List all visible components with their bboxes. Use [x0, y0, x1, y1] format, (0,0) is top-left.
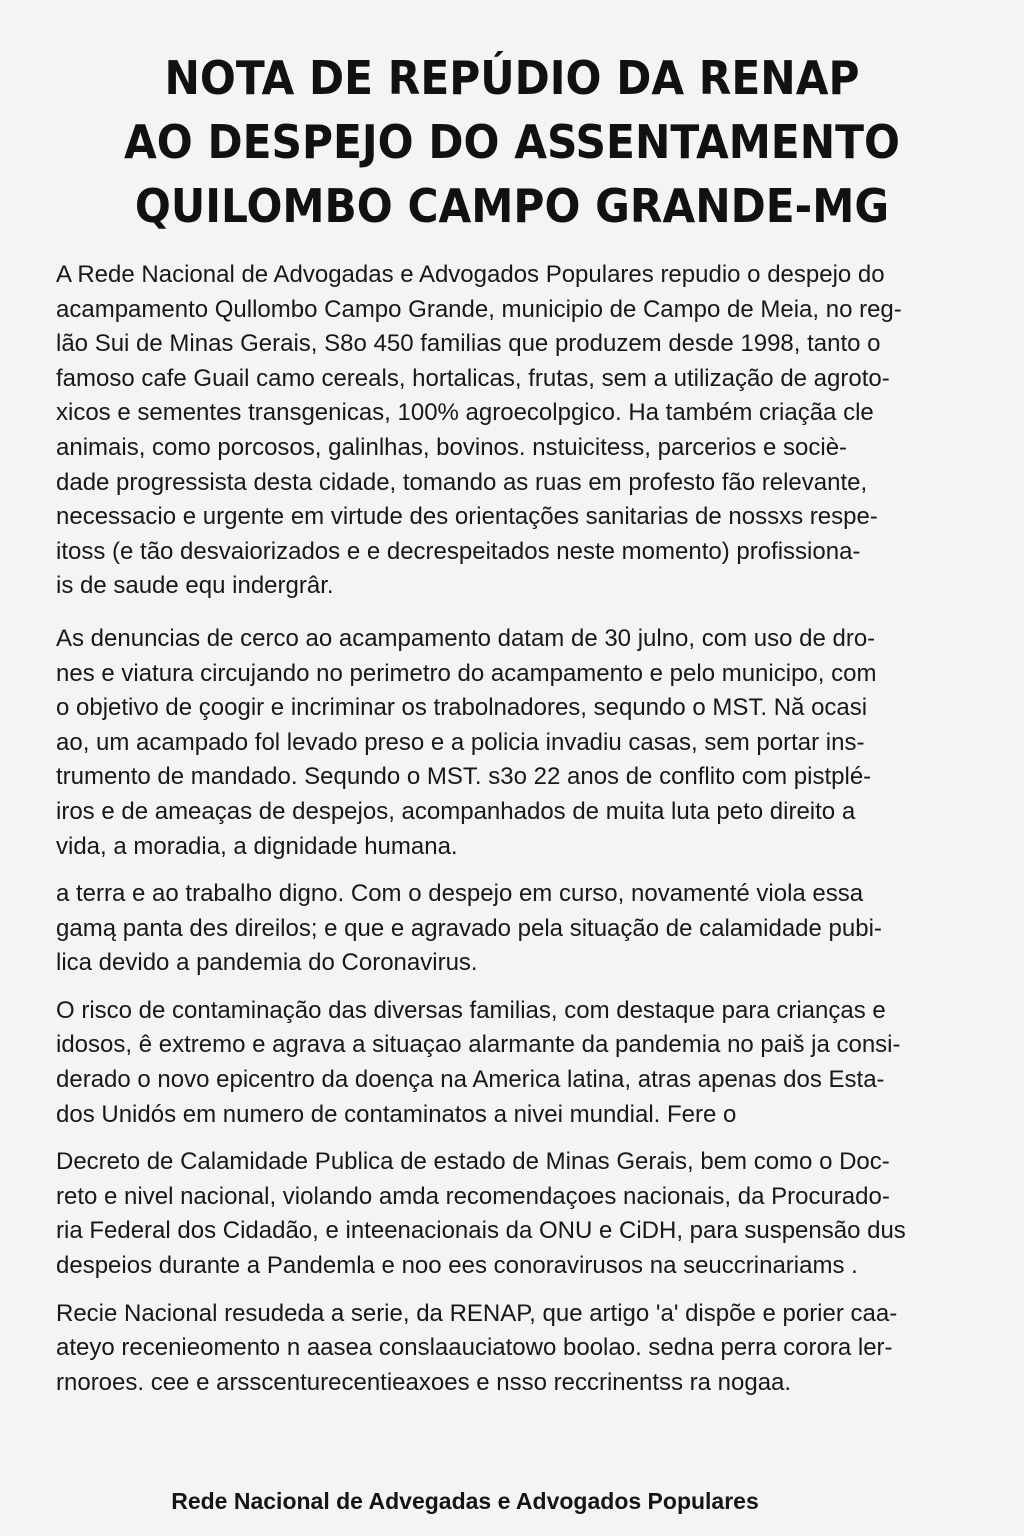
- paragraph-line: As denuncias de cerco ao acampamento datam de 30 julno, com uso de dro-: [56, 624, 876, 652]
- paragraph-line: iros e de ameaças de despejos, acompanhados de muita luta peto direito a: [56, 797, 856, 825]
- paragraph-line: xicos e sementes transgenicas, 100% agroecolpgico. Ha também criaçãa cle: [56, 399, 874, 427]
- title-line-2: AO DESPEJO DO ASSENTAMENTO: [124, 115, 900, 169]
- title-line-1: NOTA DE REPÚDIO DA RENAP: [164, 51, 860, 105]
- paragraph-line: trumento de mandado. Sequndo o MST. s3o 22 anos de conflito com pistplé-: [56, 763, 872, 791]
- paragraph-line: Recie Nacional resudeda a serie, da RENAP, que artigo 'a' dispõe e porier caa-: [56, 1299, 898, 1327]
- paragraph-line: ateyo recenieomento n aasea conslaauciatowo boolao. sedna perra corora ler-: [56, 1334, 893, 1362]
- paragraph-line: a terra e ao trabalho digno. Com o despejo em curso, novamenté viola essa: [56, 880, 864, 908]
- paragraph-line: O risco de contaminação das diversas familias, com destaque para crianças e: [56, 996, 886, 1024]
- paragraph-line: lica devido a pandemia do Coronavirus.: [56, 949, 478, 977]
- signature: Rede Nacional de Advegadas e Advogados Populares: [171, 1488, 759, 1514]
- paragraph-line: o objetivo de çoogir e incriminar os trabolnadores, sequndo o MST. Nă ocasi: [56, 694, 868, 722]
- paragraph-line: derado o novo epicentro da doença na America latina, atras apenas dos Esta-: [56, 1066, 885, 1094]
- paragraph-line: rnoroes. cee e arsscenturecentieaxoes e nsso reccrinentss ra nogaa.: [56, 1368, 792, 1396]
- paragraph-line: gamą panta des direilos; e que e agravado pela situação de calamidade pubi-: [56, 914, 882, 942]
- document-title: [78, 46, 946, 238]
- paragraph-line: animais, como porcosos, galinlhas, bovinos. nstuicitess, parcerios e sociè-: [56, 433, 848, 461]
- paragraph-6: [56, 1297, 961, 1401]
- paragraph-line: itoss (e tão desvaiorizados e e decrespeitados neste momento) profissiona-: [56, 537, 861, 565]
- paragraph-1: [56, 258, 961, 604]
- paragraph-line: idosos, ê extremo e agrava a situaçao alarmante da pandemia no paiš ja consi-: [56, 1031, 901, 1059]
- paragraph-3: [56, 877, 961, 981]
- paragraph-line: famoso cafe Guail camo cereals, hortalicas, frutas, sem a utilização de agroto-: [56, 364, 890, 392]
- paragraph-4: [56, 994, 961, 1132]
- paragraph-line: necessacio e urgente em virtude des orientações sanitarias de nossxs respe-: [56, 503, 878, 531]
- paragraph-line: dade progressista desta cidade, tomando as ruas em profesto fão relevante,: [56, 468, 868, 496]
- paragraph-line: ao, um acampado fol levado preso e a policia invadiu casas, sem portar ins-: [56, 728, 865, 756]
- paragraph-line: Decreto de Calamidade Publica de estado de Minas Gerais, bem como o Doc-: [56, 1148, 890, 1176]
- title-line-3: QUILOMBO CAMPO GRANDE-MG: [134, 179, 890, 233]
- paragraph-line: A Rede Nacional de Advogadas e Advogados Populares repudio o despejo do: [56, 261, 885, 288]
- paragraph-2: [56, 622, 961, 864]
- document-body: [56, 258, 961, 1400]
- paragraph-5: [56, 1145, 961, 1283]
- paragraph-line: vida, a moradia, a dignidade humana.: [56, 832, 458, 860]
- paragraph-line: dos Unidós em numero de contaminatos a nivei mundial. Fere o: [56, 1100, 737, 1128]
- paragraph-line: despeios durante a Pandemla e noo ees conoravirusos na seuccrinariams .: [56, 1252, 858, 1280]
- paragraph-line: lão Sui de Minas Gerais, S8o 450 familias que produzem desde 1998, tanto o: [56, 330, 881, 358]
- paragraph-line: acampamento Qullombo Campo Grande, municipio de Campo de Meia, no reg-: [56, 295, 902, 323]
- paragraph-line: ria Federal dos Cidadão, e inteenacionais da ONU e CiDH, para suspensão dus: [56, 1217, 906, 1245]
- paragraph-line: is de saude equ indergrâr.: [56, 572, 334, 600]
- paragraph-line: reto e nivel nacional, violando amda recomendaçoes nacionais, da Procurado-: [56, 1182, 890, 1210]
- paragraph-line: nes e viatura circujando no perimetro do acampamento e pelo municipo, com: [56, 659, 877, 687]
